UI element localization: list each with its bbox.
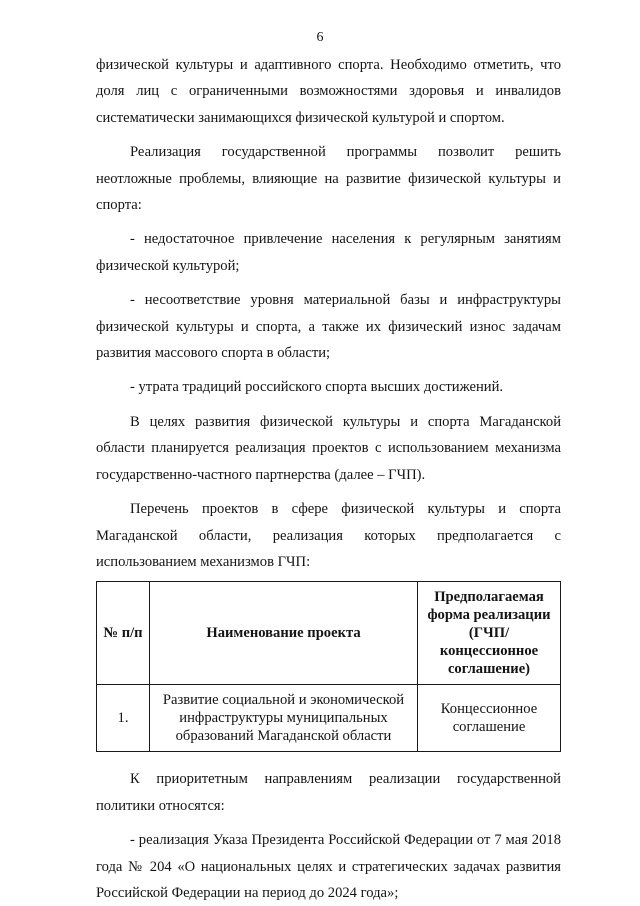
list-item-problem-1: - недостаточное привлечение населения к регулярным занятиям физической культурой;: [96, 231, 561, 274]
paragraph-intro: физической культуры и адаптивного спорта. Необходимо отметить, что доля лиц с ограниченными возможностями здоровья и инвалидов систематически занимающихся физической культурой и спортом.: [96, 57, 561, 126]
list-item-problem-2: - несоответствие уровня материальной базы и инфраструктуры физической культуры и спорта, а также их физический износ задачам развития массового спорта в области;: [96, 292, 561, 362]
cell-project-name: Развитие социальной и экономической инфраструктуры муниципальных образований Магаданской области: [150, 685, 418, 752]
list-item-priority-1: - реализация Указа Президента Российской Федерации от 7 мая 2018 года № 204 «О национальных целях и стратегических задачах развития Российской Федерации на период до 2024 года»;: [96, 832, 561, 901]
table-row: [97, 685, 561, 752]
table-header-row: [97, 582, 561, 685]
document-body: [96, 52, 561, 906]
page-number: 6: [316, 30, 324, 45]
paragraph-gchp: В целях развития физической культуры и спорта Магаданской области планируется реализация проектов с использованием механизма государственно-частного партнерства (далее – ГЧП).: [96, 413, 561, 483]
list-item-problem-3: - утрата традиций российского спорта высших достижений.: [130, 379, 504, 396]
header-form: Предполагаемая форма реализации (ГЧП/концессионное соглашение): [418, 582, 561, 685]
cell-form: Концессионное соглашение: [418, 685, 561, 752]
header-num: № п/п: [97, 582, 150, 685]
paragraph-program: Реализация государственной программы позволит решить неотложные проблемы, влияющие на развитие физической культуры и спорта:: [96, 144, 561, 214]
header-project-name: Наименование проекта: [150, 582, 418, 685]
paragraph-priorities: К приоритетным направлениям реализации государственной политики относятся:: [96, 771, 561, 814]
cell-num: 1.: [97, 685, 150, 752]
projects-table: [96, 581, 561, 752]
paragraph-table-intro: Перечень проектов в сфере физической культуры и спорта Магаданской области, реализация которых предполагается с использованием механизмов ГЧП:: [96, 501, 561, 570]
